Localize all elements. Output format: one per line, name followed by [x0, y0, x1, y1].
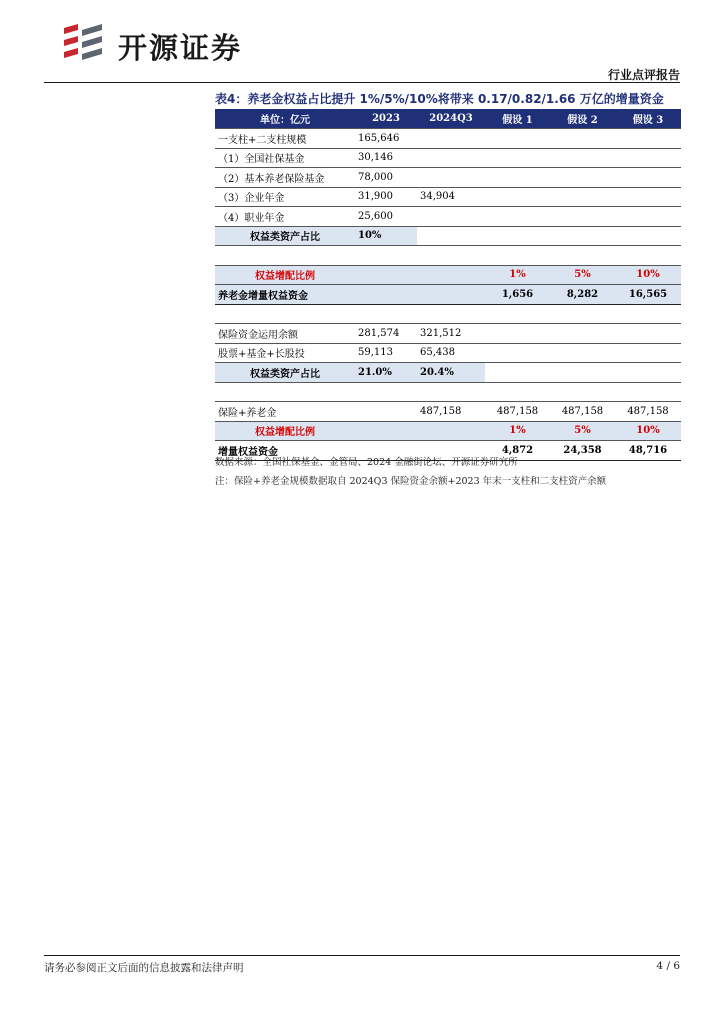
cell-scenario-1: 1%: [485, 421, 550, 441]
row-label: 权益类资产占比: [215, 226, 355, 246]
cell-2023: 31,900: [355, 187, 417, 207]
table-row: [215, 226, 681, 246]
cell-2024q3: 321,512: [417, 324, 485, 344]
cell-scenario-2: 8,282: [550, 285, 615, 305]
cell-scenario-2: 487,158: [550, 402, 615, 422]
row-label: 一支柱+二支柱规模: [215, 129, 355, 149]
row-label: 权益增配比例: [215, 421, 355, 441]
footnote: 注：保险+养老金规模数据取自 2024Q3 保险资金余额+2023 年末一支柱和二支柱资产余额: [215, 476, 607, 487]
data-source-note: 数据来源：全国社保基金、金管局、2024 金融街论坛、开源证券研究所: [215, 457, 518, 468]
cell-scenario-1: 1,656: [485, 285, 550, 305]
row-label: （4）职业年金: [215, 207, 355, 227]
header-cell: 假设 2: [550, 109, 615, 129]
table-row: [215, 265, 681, 285]
table-row: [215, 207, 681, 227]
header-cell: 2023: [355, 109, 417, 129]
table-row: [215, 187, 681, 207]
cell-2023: 21.0%: [355, 363, 417, 383]
table-row: [215, 285, 681, 305]
table-spacer-row: [215, 304, 681, 324]
row-label: 保险资金运用余额: [215, 324, 355, 344]
cell-scenario-3: 48,716: [615, 441, 681, 461]
table-title: 表4：养老金权益占比提升 1%/5%/10%将带来 0.17/0.82/1.66 万亿的增量资金: [215, 92, 664, 106]
table-row: [215, 148, 681, 168]
cell-2023: 10%: [355, 226, 417, 246]
cell-scenario-2: 24,358: [550, 441, 615, 461]
cell-2024q3: 65,438: [417, 343, 485, 363]
cell-2024q3: 487,158: [417, 402, 485, 422]
table-row: [215, 363, 681, 383]
cell-scenario-3: 16,565: [615, 285, 681, 305]
row-label: 权益类资产占比: [215, 363, 355, 383]
table-row: [215, 343, 681, 363]
row-label: 养老金增量权益资金: [215, 285, 355, 305]
logo-text: 开源证券: [118, 31, 243, 65]
cell-2024q3: 34,904: [417, 187, 485, 207]
page-number: 4 / 6: [656, 960, 680, 972]
row-label: 保险+养老金: [215, 402, 355, 422]
report-type-label: 行业点评报告: [607, 68, 680, 82]
table-row: [215, 168, 681, 188]
row-label: 增量权益资金: [215, 441, 355, 461]
cell-2024q3: [417, 129, 485, 149]
header-cell: 2024Q3: [417, 109, 485, 129]
cell-2023: 30,146: [355, 148, 417, 168]
cell-2024q3: 20.4%: [417, 363, 485, 383]
header-cell: 假设 1: [485, 109, 550, 129]
cell-2023: 78,000: [355, 168, 417, 188]
table-spacer-row: [215, 382, 681, 402]
row-label: （2）基本养老保险基金: [215, 168, 355, 188]
cell-2023: 25,600: [355, 207, 417, 227]
row-label: （3）企业年金: [215, 187, 355, 207]
cell-scenario-1: 487,158: [485, 402, 550, 422]
cell-2023: 165,646: [355, 129, 417, 149]
header-cell: 单位：亿元: [215, 109, 355, 129]
row-label: 权益增配比例: [215, 265, 355, 285]
pension-equity-table: [215, 109, 681, 461]
company-logo: [58, 22, 288, 66]
cell-scenario-1: 1%: [485, 265, 550, 285]
header-cell: 假设 3: [615, 109, 681, 129]
cell-scenario-3: 10%: [615, 421, 681, 441]
table-row: [215, 421, 681, 441]
footer-disclaimer: 请务必参阅正文后面的信息披露和法律声明: [44, 962, 244, 974]
logo-mark-icon: [58, 22, 110, 66]
header-divider: [44, 82, 680, 83]
table-header-row: [215, 109, 681, 129]
table-row: [215, 129, 681, 149]
cell-scenario-1: 4,872: [485, 441, 550, 461]
cell-scenario-3: 487,158: [615, 402, 681, 422]
row-label: （1）全国社保基金: [215, 148, 355, 168]
footer-divider: [44, 955, 680, 956]
cell-scenario-2: 5%: [550, 265, 615, 285]
row-label: 股票+基金+长股投: [215, 343, 355, 363]
table-row: [215, 324, 681, 344]
cell-2023: 59,113: [355, 343, 417, 363]
cell-scenario-2: 5%: [550, 421, 615, 441]
cell-2023: 281,574: [355, 324, 417, 344]
table-row: [215, 402, 681, 422]
cell-scenario-3: 10%: [615, 265, 681, 285]
table-spacer-row: [215, 246, 681, 266]
